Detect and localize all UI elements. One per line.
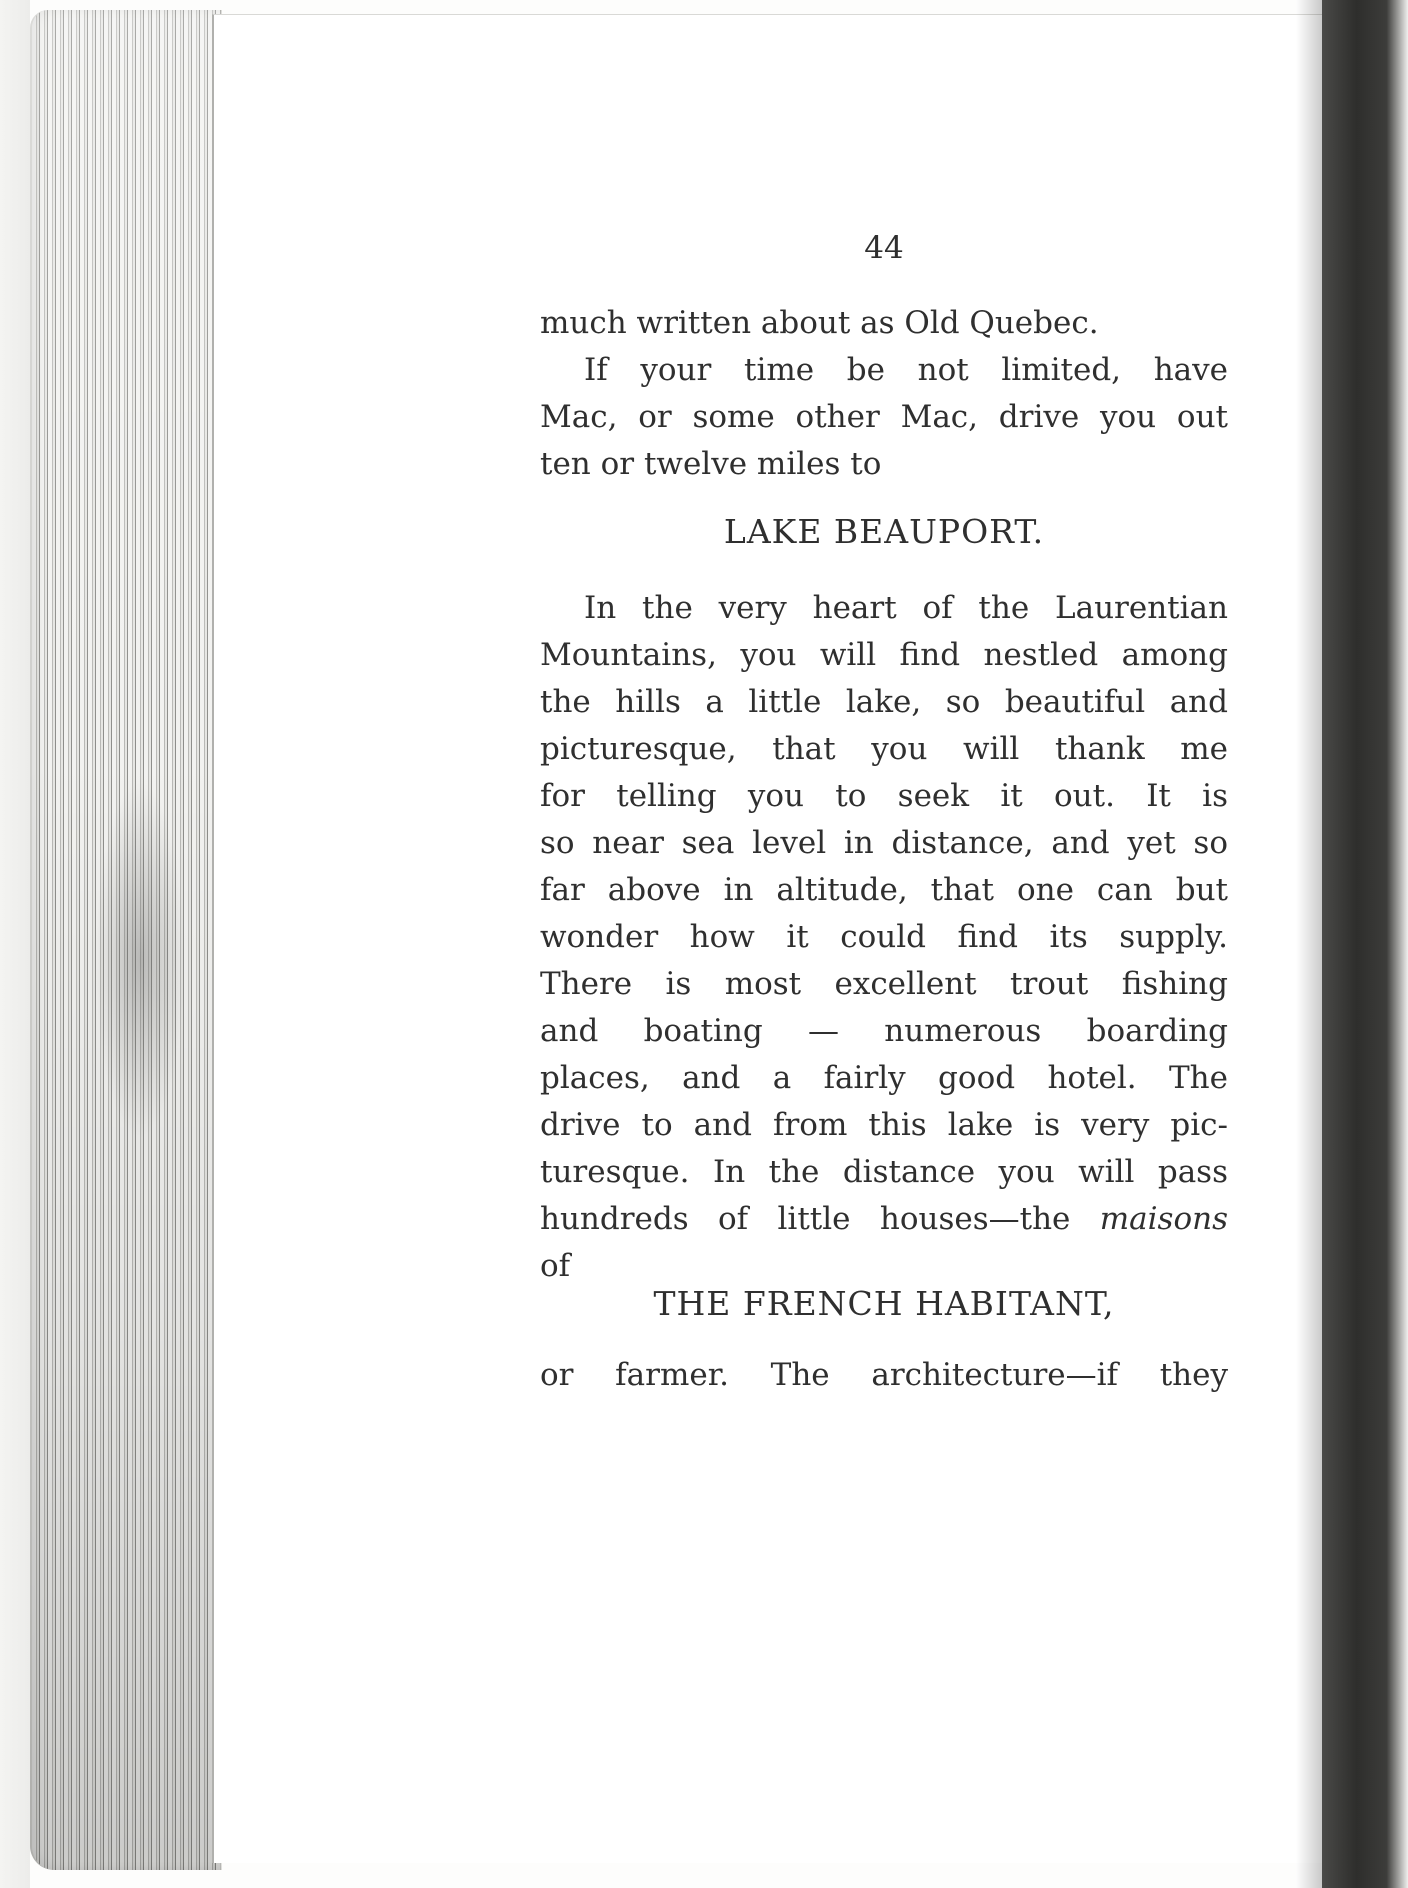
text-line: or farmer. The architecture—if they: [540, 1357, 1228, 1393]
text-line: drive to and from this lake is very pic-: [540, 1107, 1228, 1143]
text-line: In the very heart of the Laurentian: [584, 590, 1228, 626]
text-line: Mac, or some other Mac, drive you out: [540, 399, 1228, 435]
text-line: far above in altitude, that one can but: [540, 872, 1228, 908]
text-line: picturesque, that you will thank me: [540, 731, 1228, 767]
page-number: 44: [864, 230, 904, 266]
section-heading-lake-beauport: LAKE BEAUPORT.: [723, 512, 1045, 551]
paragraph-continuation-farmer: [540, 1352, 1228, 1399]
section-heading-french-habitant: THE FRENCH HABITANT,: [653, 1284, 1115, 1323]
text-line: so near sea level in distance, and yet so: [540, 825, 1228, 861]
text-segment: hundreds of little houses—the: [540, 1201, 1071, 1237]
text-line: places, and a fairly good hotel. The: [540, 1060, 1228, 1096]
book-binding-edge: [1322, 0, 1408, 1888]
text-line: and boating — numerous boarding: [540, 1013, 1228, 1049]
italic-word: maisons: [1099, 1201, 1228, 1237]
text-line-with-italic: [540, 1196, 1228, 1243]
text-line: much written about as Old Quebec.: [540, 305, 1099, 341]
scan-left-margin: [0, 0, 30, 1888]
text-line: There is most excellent trout fishing: [540, 966, 1228, 1002]
text-line: for telling you to seek it out. It is: [540, 778, 1228, 814]
paragraph-lake-beauport: [540, 585, 1228, 1290]
text-line: wonder how it could find its supply.: [540, 919, 1228, 955]
text-line: turesque. In the distance you will pass: [540, 1154, 1228, 1190]
text-line: If your time be not limited, have: [584, 352, 1228, 388]
paragraph-continuation: [540, 300, 1228, 488]
book-page-edges-stain: [95, 780, 185, 1140]
text-line: the hills a little lake, so beautiful and: [540, 684, 1228, 720]
text-line: ten or twelve miles to: [540, 446, 882, 482]
page-gutter-shadow: [1296, 0, 1324, 1888]
text-line: Mountains, you will find nestled among: [540, 637, 1228, 673]
text-line: of: [540, 1248, 571, 1284]
